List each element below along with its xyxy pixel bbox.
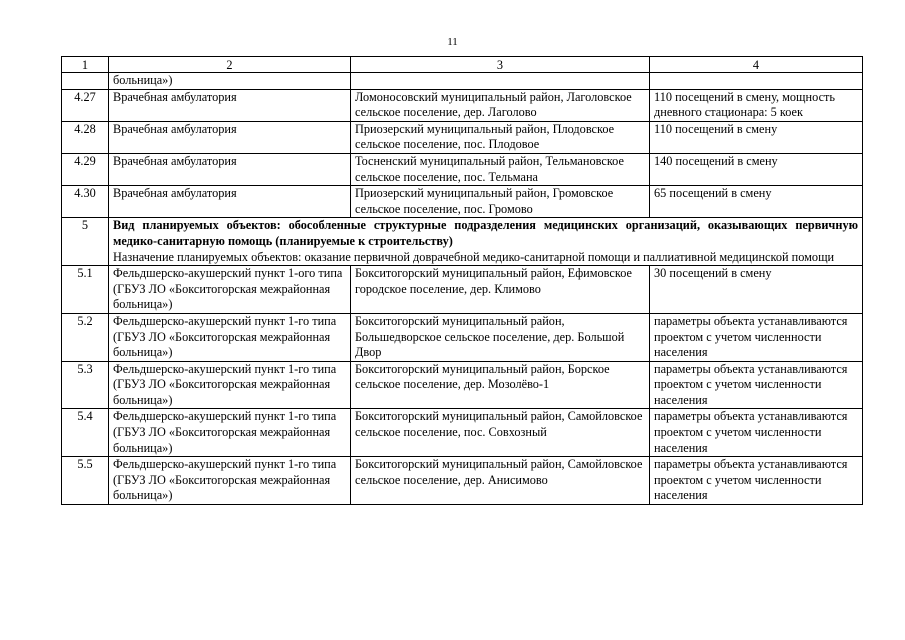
row-number: 4.30 [62,186,109,218]
header-col-3: 3 [351,57,650,73]
section-row [62,218,863,266]
header-col-4: 4 [650,57,863,73]
row-number: 4.28 [62,121,109,153]
table-row [62,121,863,153]
table-row [62,89,863,121]
section-cell [109,218,863,266]
continuation-name-cell: больница») [109,73,351,90]
object-location: Ломоносовский муниципальный район, Лаголовское сельское поселение, дер. Лаголово [351,89,650,121]
object-name: Фельдшерско-акушерский пункт 1-го типа (ГБУЗ ЛО «Бокситогорская межрайонная больница») [109,313,351,361]
object-params: параметры объекта устанавливаются проектом с учетом численности населения [650,409,863,457]
object-params: 140 посещений в смену [650,153,863,185]
header-col-2: 2 [109,57,351,73]
object-location: Бокситогорский муниципальный район, Самойловское сельское поселение, дер. Анисимово [351,457,650,505]
row-number: 4.27 [62,89,109,121]
object-location: Тосненский муниципальный район, Тельмановское сельское поселение, пос. Тельмана [351,153,650,185]
object-name: Врачебная амбулатория [109,121,351,153]
objects-table [61,56,863,505]
table-row [62,186,863,218]
row-number: 5.3 [62,361,109,409]
table-row [62,313,863,361]
header-row [62,57,863,73]
object-params: 30 посещений в смену [650,266,863,314]
object-name: Врачебная амбулатория [109,89,351,121]
row-number: 5.1 [62,266,109,314]
object-name: Фельдшерско-акушерский пункт 1-го типа (ГБУЗ ЛО «Бокситогорская межрайонная больница») [109,361,351,409]
row-number: 4.29 [62,153,109,185]
page-number: 11 [447,36,458,48]
table-row [62,153,863,185]
object-name: Фельдшерско-акушерский пункт 1-го типа (ГБУЗ ЛО «Бокситогорская межрайонная больница») [109,409,351,457]
table-row [62,409,863,457]
table-row [62,361,863,409]
object-name: Фельдшерско-акушерский пункт 1-ого типа (ГБУЗ ЛО «Бокситогорская межрайонная больница») [109,266,351,314]
section-number: 5 [62,218,109,266]
continuation-num-cell [62,73,109,90]
table-row [62,266,863,314]
section-title: Вид планируемых объектов: обособленные структурные подразделения медицинских организаций, оказывающих первичную медико-санитарную помощь (планируемые к строительству) [113,218,858,248]
object-params: 110 посещений в смену, мощность дневного стационара: 5 коек [650,89,863,121]
object-location: Приозерский муниципальный район, Громовское сельское поселение, пос. Громово [351,186,650,218]
object-name: Врачебная амбулатория [109,186,351,218]
object-location: Бокситогорский муниципальный район, Борское сельское поселение, дер. Мозолёво-1 [351,361,650,409]
object-location: Бокситогорский муниципальный район, Самойловское сельское поселение, пос. Совхозный [351,409,650,457]
continuation-location-cell [351,73,650,90]
continuation-params-cell [650,73,863,90]
object-location: Приозерский муниципальный район, Плодовское сельское поселение, пос. Плодовое [351,121,650,153]
continuation-row [62,73,863,90]
object-params: параметры объекта устанавливаются проектом с учетом численности населения [650,361,863,409]
object-location: Бокситогорский муниципальный район, Большедворское сельское поселение, дер. Большой Двор [351,313,650,361]
section-purpose: Назначение планируемых объектов: оказание первичной доврачебной медико-санитарной помощи и паллиативной медицинской помощи [113,249,835,264]
table-row [62,457,863,505]
row-number: 5.4 [62,409,109,457]
object-name: Врачебная амбулатория [109,153,351,185]
object-params: 65 посещений в смену [650,186,863,218]
object-params: параметры объекта устанавливаются проектом с учетом численности населения [650,457,863,505]
object-params: 110 посещений в смену [650,121,863,153]
header-col-1: 1 [62,57,109,73]
object-params: параметры объекта устанавливаются проектом с учетом численности населения [650,313,863,361]
object-location: Бокситогорский муниципальный район, Ефимовское городское поселение, дер. Климово [351,266,650,314]
row-number: 5.2 [62,313,109,361]
row-number: 5.5 [62,457,109,505]
object-name: Фельдшерско-акушерский пункт 1-го типа (ГБУЗ ЛО «Бокситогорская межрайонная больница») [109,457,351,505]
